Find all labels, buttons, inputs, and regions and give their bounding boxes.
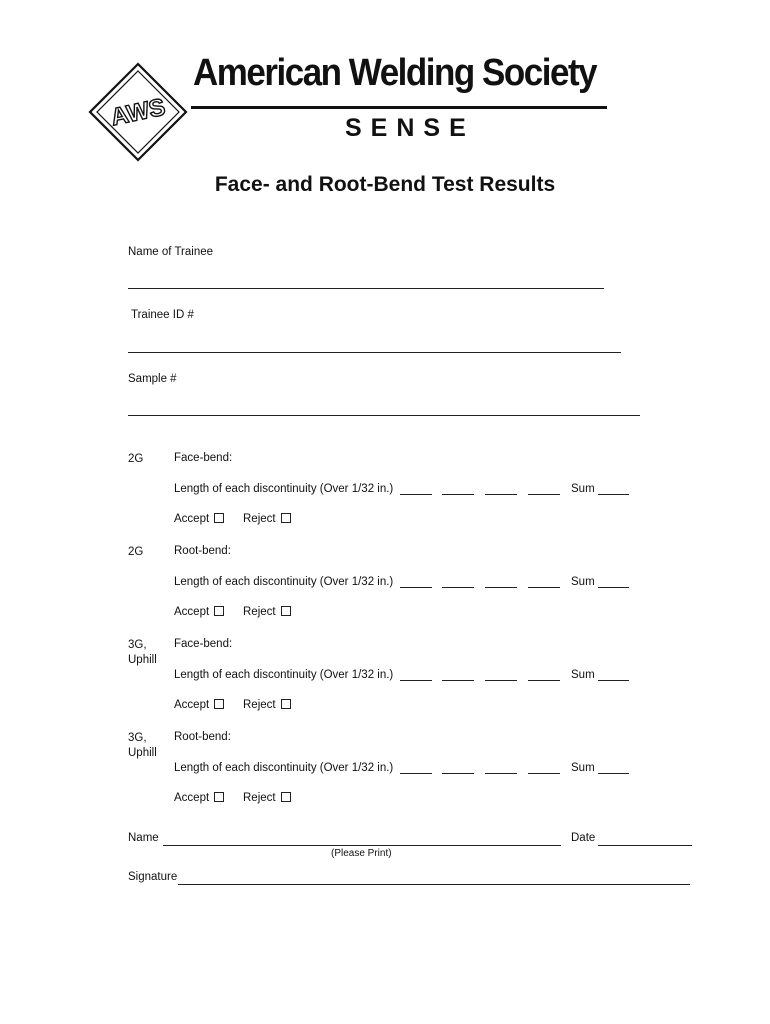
measure-field-1[interactable] bbox=[400, 763, 432, 774]
measure-field-4[interactable] bbox=[528, 763, 560, 774]
brand-divider bbox=[191, 106, 607, 109]
measure-field-3[interactable] bbox=[485, 484, 517, 495]
accept-checkbox[interactable] bbox=[214, 606, 224, 616]
sum-field[interactable] bbox=[598, 670, 629, 681]
brand-program: SENSE bbox=[345, 114, 475, 142]
sum-field[interactable] bbox=[598, 577, 629, 588]
reject-checkbox[interactable] bbox=[281, 513, 291, 523]
accept-label: Accept bbox=[174, 792, 210, 804]
accept-checkbox[interactable] bbox=[214, 513, 224, 523]
measure-field-3[interactable] bbox=[485, 577, 517, 588]
test-position: 3G, Uphill bbox=[128, 639, 157, 666]
reject-checkbox[interactable] bbox=[281, 699, 291, 709]
sum-field[interactable] bbox=[598, 763, 629, 774]
trainee-id-field[interactable] bbox=[128, 352, 621, 353]
accept-label: Accept bbox=[174, 606, 210, 618]
signature-label: Signature bbox=[128, 871, 178, 883]
measure-field-3[interactable] bbox=[485, 670, 517, 681]
measure-field-4[interactable] bbox=[528, 577, 560, 588]
measure-label: Length of each discontinuity (Over 1/32 in.) bbox=[174, 483, 394, 495]
sum-label: Sum bbox=[571, 669, 595, 681]
accept-checkbox[interactable] bbox=[214, 792, 224, 802]
measure-label: Length of each discontinuity (Over 1/32 in.) bbox=[174, 576, 394, 588]
aws-logo-text: AWS bbox=[108, 93, 168, 132]
brand-name: American Welding Society bbox=[193, 52, 597, 94]
test-bend-type: Face-bend: bbox=[174, 638, 233, 650]
name-field[interactable] bbox=[163, 845, 561, 846]
date-field[interactable] bbox=[598, 845, 692, 846]
measure-field-2[interactable] bbox=[442, 670, 474, 681]
measure-field-1[interactable] bbox=[400, 577, 432, 588]
trainee-id-label: Trainee ID # bbox=[131, 309, 194, 321]
accept-checkbox[interactable] bbox=[214, 699, 224, 709]
measure-field-3[interactable] bbox=[485, 763, 517, 774]
trainee-name-label: Name of Trainee bbox=[128, 246, 214, 258]
aws-logo-icon bbox=[88, 62, 188, 162]
sum-label: Sum bbox=[571, 762, 595, 774]
reject-label: Reject bbox=[243, 699, 276, 711]
measure-label: Length of each discontinuity (Over 1/32 in.) bbox=[174, 762, 394, 774]
sum-label: Sum bbox=[571, 576, 595, 588]
reject-label: Reject bbox=[243, 513, 276, 525]
measure-field-1[interactable] bbox=[400, 484, 432, 495]
accept-label: Accept bbox=[174, 513, 210, 525]
test-position: 2G bbox=[128, 453, 144, 465]
reject-checkbox[interactable] bbox=[281, 792, 291, 802]
test-position: 2G bbox=[128, 546, 144, 558]
measure-field-4[interactable] bbox=[528, 484, 560, 495]
reject-checkbox[interactable] bbox=[281, 606, 291, 616]
name-label: Name bbox=[128, 832, 159, 844]
sum-field[interactable] bbox=[598, 484, 629, 495]
measure-field-2[interactable] bbox=[442, 763, 474, 774]
test-bend-type: Root-bend: bbox=[174, 731, 231, 743]
test-bend-type: Root-bend: bbox=[174, 545, 231, 557]
sample-field[interactable] bbox=[128, 415, 640, 416]
signature-field[interactable] bbox=[178, 884, 690, 885]
reject-label: Reject bbox=[243, 606, 276, 618]
sum-label: Sum bbox=[571, 483, 595, 495]
page-title: Face- and Root-Bend Test Results bbox=[214, 173, 556, 196]
accept-label: Accept bbox=[174, 699, 210, 711]
test-position: 3G, Uphill bbox=[128, 732, 157, 759]
test-bend-type: Face-bend: bbox=[174, 452, 233, 464]
measure-field-2[interactable] bbox=[442, 484, 474, 495]
sample-label: Sample # bbox=[128, 373, 177, 385]
date-label: Date bbox=[571, 832, 596, 844]
please-print-hint: (Please Print) bbox=[331, 848, 392, 859]
measure-field-2[interactable] bbox=[442, 577, 474, 588]
measure-field-4[interactable] bbox=[528, 670, 560, 681]
trainee-name-field[interactable] bbox=[128, 288, 604, 289]
reject-label: Reject bbox=[243, 792, 276, 804]
measure-field-1[interactable] bbox=[400, 670, 432, 681]
measure-label: Length of each discontinuity (Over 1/32 in.) bbox=[174, 669, 394, 681]
